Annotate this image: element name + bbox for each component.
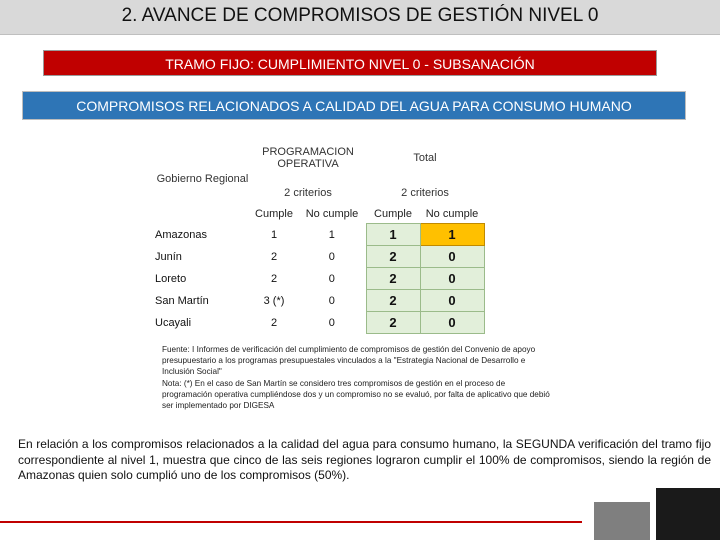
title-bar xyxy=(0,0,720,35)
po-no-cumple-value: 0 xyxy=(328,250,335,263)
po-no-cumple-header: No cumple xyxy=(305,208,359,221)
total-no-cumple-value: 0 xyxy=(420,268,484,290)
decorative-black-block xyxy=(656,488,720,540)
total-cumple-value: 2 xyxy=(366,246,420,268)
section-banner xyxy=(22,91,686,120)
summary-paragraph: En relación a los compromisos relacionados a la calidad del agua para consumo humano, la SEGUNDA verificación del tramo fijo correspondiente al nivel 1, muestra que cinco de las seis regiones lograron cumplir el 100% de compromisos, siendo la región de Amazonas quien solo cumplió uno de los compromisos (50%). xyxy=(18,437,711,482)
region-name: Junín xyxy=(155,250,182,263)
footnote-source: Fuente: I Informes de verificación del cumplimiento de compromisos de gestión del Convenio de apoyo presupuestario a los programas presupuestales vinculados a la "Estrategia Nacional de Desarrollo e Inclusión Social" xyxy=(162,345,536,377)
po-no-cumple-value: 0 xyxy=(328,272,335,285)
total-cumple-value: 2 xyxy=(366,268,420,290)
bottom-red-line xyxy=(0,521,582,523)
po-no-cumple-value: 0 xyxy=(328,316,335,329)
total-cumple-value: 1 xyxy=(366,224,420,246)
table-row xyxy=(155,268,484,290)
total-cumple-value: 2 xyxy=(366,290,420,312)
section-title: COMPROMISOS RELACIONADOS A CALIDAD DEL AGUA PARA CONSUMO HUMANO xyxy=(76,98,632,114)
programacion-operativa-header: PROGRAMACION OPERATIVA xyxy=(262,146,354,170)
total-cumple-header: Cumple xyxy=(374,208,412,220)
po-cumple-value: 3 (*) xyxy=(263,294,285,307)
footnote xyxy=(162,344,554,411)
total-criterios: 2 criterios xyxy=(401,187,449,199)
po-no-cumple-value: 0 xyxy=(328,294,335,307)
table-row xyxy=(155,290,484,312)
total-no-cumple-value: 0 xyxy=(420,290,484,312)
po-no-cumple-value: 1 xyxy=(328,228,335,241)
gobierno-regional-header: Gobierno Regional xyxy=(156,173,249,186)
po-cumple-value: 2 xyxy=(270,316,278,329)
po-cumple-header: Cumple xyxy=(255,208,293,221)
compromisos-table xyxy=(155,135,485,334)
po-cumple-value: 1 xyxy=(270,228,278,241)
page-title: 2. AVANCE DE COMPROMISOS DE GESTIÓN NIVEL 0 xyxy=(121,5,599,26)
po-cumple-value: 2 xyxy=(270,250,278,263)
total-no-cumple-value: 0 xyxy=(420,312,484,334)
region-name: San Martín xyxy=(155,294,209,307)
programacion-criterios: 2 criterios xyxy=(284,187,332,199)
total-no-cumple-value: 0 xyxy=(420,246,484,268)
region-name: Ucayali xyxy=(155,316,192,329)
table-row xyxy=(155,312,484,334)
region-name: Loreto xyxy=(155,272,187,285)
total-no-cumple-value: 1 xyxy=(420,224,484,246)
total-header: Total xyxy=(413,152,437,164)
subtitle-text: TRAMO FIJO: CUMPLIMIENTO NIVEL 0 - SUBSANACIÓN xyxy=(165,56,535,72)
region-name: Amazonas xyxy=(155,228,207,241)
decorative-gray-block xyxy=(594,502,650,540)
total-no-cumple-header: No cumple xyxy=(425,208,479,220)
table-row xyxy=(155,224,484,246)
total-cumple-value: 2 xyxy=(366,312,420,334)
footnote-note: Nota: (*) En el caso de San Martín se considero tres compromisos de gestión en el proceso de programación operativa cumpliéndose dos y un compromiso no se evaluó, por falta de aplicativo que debió ser implementado por DIGESA xyxy=(162,378,550,411)
subtitle-banner xyxy=(43,50,657,76)
po-cumple-value: 2 xyxy=(270,272,278,285)
table-row xyxy=(155,246,484,268)
